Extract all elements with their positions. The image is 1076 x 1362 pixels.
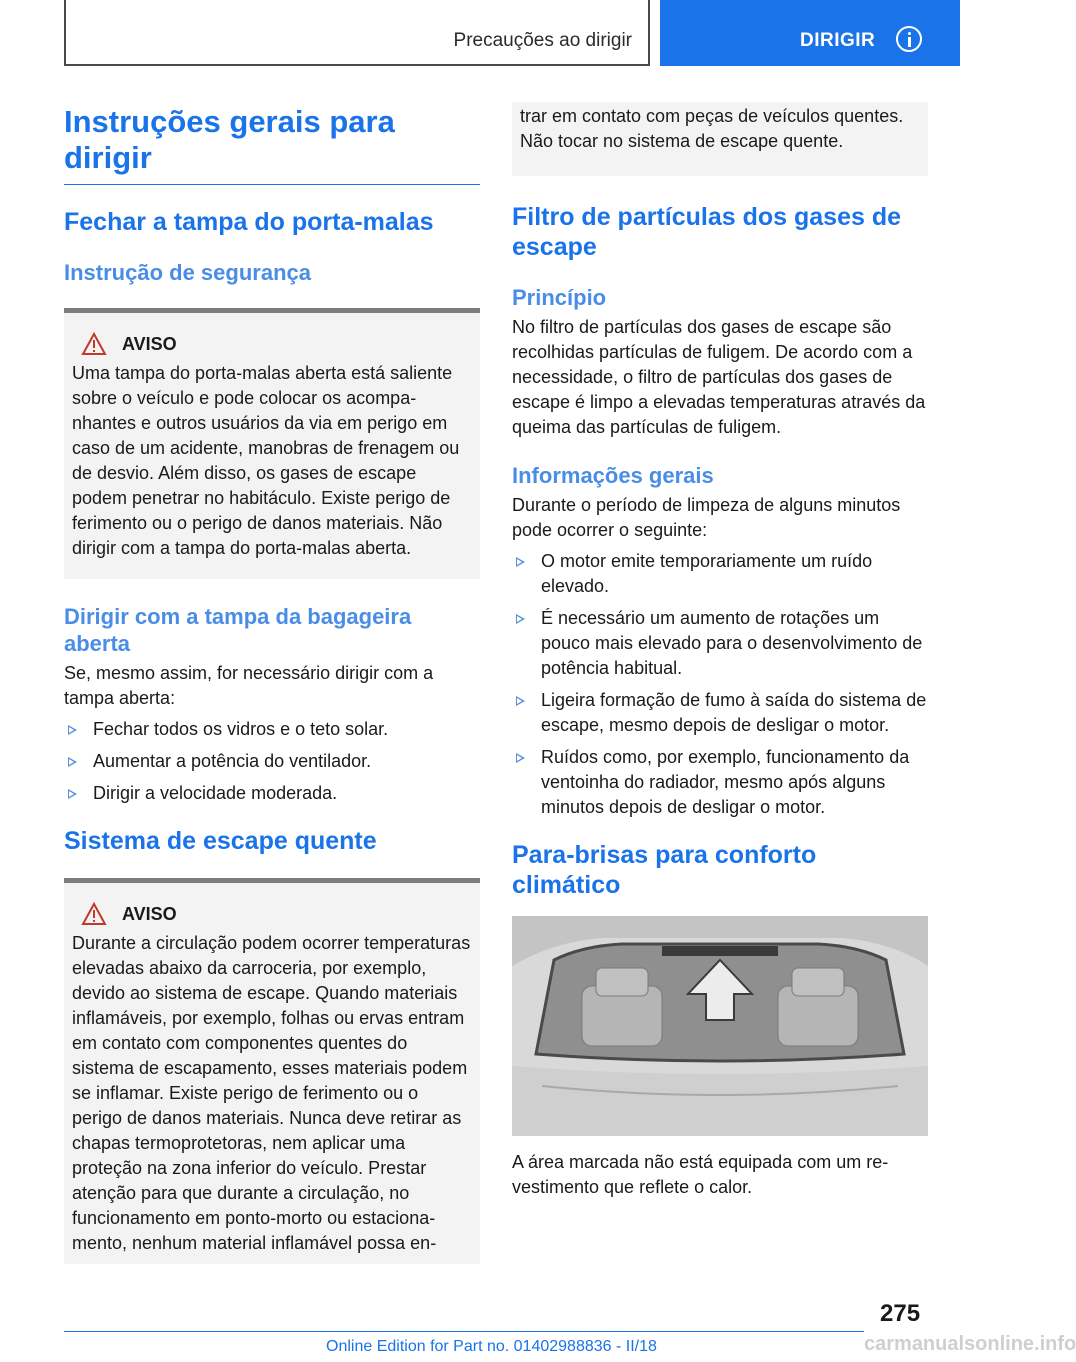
general-info-list xyxy=(512,549,928,820)
list-item: Ligeira formação de fumo à saída do sistema de escape, mesmo depois de desligar o motor. xyxy=(512,688,928,738)
windshield-illustration xyxy=(512,916,928,1136)
triangle-bullet-icon xyxy=(68,757,77,767)
warning-text: Uma tampa do porta-malas aberta está saliente sobre o veículo e pode colocar os acompanhantes e outros usuários da via em perigo em caso de um acidente, manobras de frenagem ou de desvio. Além disso, os gases de escape podem penetrar no habitáculo. Existe perigo de ferimento ou o perigo de danos materiais. Não dirigir com a tampa do porta-malas aberta. xyxy=(72,363,460,558)
info-icon[interactable] xyxy=(896,26,922,52)
subsection-principle: Princípio xyxy=(512,285,607,310)
triangle-bullet-icon xyxy=(516,614,525,624)
triangle-bullet-icon xyxy=(516,753,525,763)
warning-label: AVISO xyxy=(122,333,177,354)
footer-watermark: carmanualsonline.info xyxy=(864,1333,1076,1355)
open-trunk-list xyxy=(64,717,480,806)
right-column xyxy=(512,102,928,1200)
general-intro: Durante o período de limpeza de alguns minutos pode ocorrer o seguinte: xyxy=(512,495,901,540)
main-title: Instruções gerais para dirigir xyxy=(64,102,480,185)
warning-box-exhaust xyxy=(64,878,480,1264)
list-item: Ruídos como, por exemplo, funcionamento da ventoinha do radiador, mesmo após alguns minutos depois de desligar o motor. xyxy=(512,745,928,820)
subsection-open-trunk: Dirigir com a tampa da bagageira aberta xyxy=(64,604,412,656)
open-trunk-intro: Se, mesmo assim, for necessário dirigir com a tampa aberta: xyxy=(64,663,434,708)
chapter-tab-label: DIRIGIR xyxy=(800,30,876,51)
left-column xyxy=(64,102,480,1264)
list-item: Aumentar a potência do ventilador. xyxy=(64,749,480,774)
warning-label: AVISO xyxy=(122,903,177,924)
list-item: Dirigir a velocidade moderada. xyxy=(64,781,480,806)
warning-box-trunk xyxy=(64,308,480,579)
warning-header xyxy=(72,903,472,925)
list-item: Fechar todos os vidros e o teto solar. xyxy=(64,717,480,742)
warning-triangle-icon xyxy=(82,333,106,355)
subsection-safety: Instrução de segurança xyxy=(64,260,311,285)
illustration-caption: A área marcada não está equipada com um revestimento que reflete o calor. xyxy=(512,1152,889,1197)
header-section-frame xyxy=(64,0,650,66)
section-title-particle-filter: Filtro de partículas dos gases de escape xyxy=(512,203,902,261)
warning-text-continued: trar em contato com peças de veículos quentes. Não tocar no sistema de escape quente. xyxy=(520,106,904,151)
list-item: É necessário um aumento de rotações um pouco mais elevado para o desenvolvimento de potência habitual. xyxy=(512,606,928,681)
car-interior-rear-window-illustration xyxy=(512,916,928,1136)
triangle-bullet-icon xyxy=(68,725,77,735)
warning-header xyxy=(72,333,472,355)
footer-divider xyxy=(64,1331,864,1332)
triangle-bullet-icon xyxy=(516,557,525,567)
warning-box-continued xyxy=(512,102,928,176)
section-title-windshield: Para-brisas para conforto climático xyxy=(512,841,817,899)
principle-text: No filtro de partículas dos gases de escape são recolhidas partículas de fuligem. De acordo com a necessidade, o filtro de partículas dos gases de escape é limpo a elevadas temperaturas através da queima das partículas de fuligem. xyxy=(512,317,926,437)
triangle-bullet-icon xyxy=(516,696,525,706)
header-section-title: Precauções ao dirigir xyxy=(453,30,632,51)
subsection-general-info: Informações gerais xyxy=(512,463,714,488)
warning-triangle-icon xyxy=(82,903,106,925)
section-title-trunk: Fechar a tampa do porta-malas xyxy=(64,208,434,236)
warning-text: Durante a circulação podem ocorrer temperaturas elevadas abaixo da carroceria, por exemplo, devido ao sistema de escape. Quando materiais inflamáveis, por exemplo, folhas ou ervas entram em contato com componentes quentes do sistema de escapamento, esses materiais podem se inflamar. Existe perigo de ferimento ou o perigo de danos materiais. Nunca deve retirar as chapas termoprotetoras, nem aplicar uma proteção na zona inferior do veículo. Prestar atenção para que durante a circulação, no funcionamento em ponto-morto ou estacionamento, nenhum material inflamável possa en- xyxy=(72,933,471,1253)
triangle-bullet-icon xyxy=(68,789,77,799)
section-title-exhaust: Sistema de escape quente xyxy=(64,827,377,855)
list-item: O motor emite temporariamente um ruído elevado. xyxy=(512,549,928,599)
page-number: 275 xyxy=(880,1300,921,1327)
chapter-tab[interactable] xyxy=(660,0,960,66)
footer-edition-text: Online Edition for Part no. 01402988836 - II/18 xyxy=(326,1338,657,1355)
